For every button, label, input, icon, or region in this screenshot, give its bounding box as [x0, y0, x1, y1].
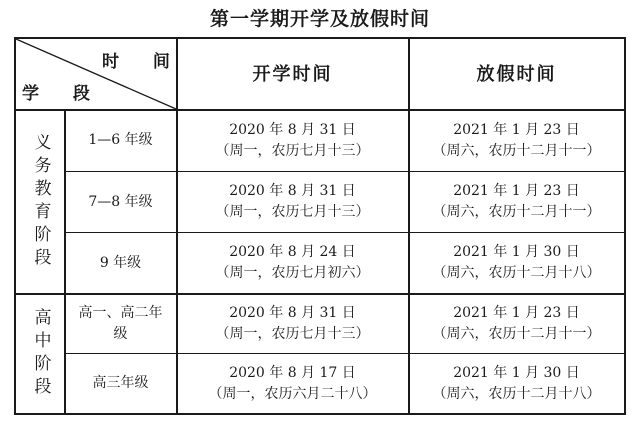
header-start-time: 开学时间 [252, 63, 333, 85]
holiday-time-cell [409, 110, 624, 171]
start-date: 2020 年 8 月 17 日 [229, 364, 356, 381]
holiday-note: （周六，农历十二月十八） [432, 265, 601, 281]
grade-cell: 高一、高二年级 [78, 305, 163, 342]
group-label: 高中阶段 [30, 307, 51, 400]
grade-cell: 7—8 年级 [88, 193, 153, 210]
header-corner-stage: 学 段 [22, 84, 104, 104]
start-date: 2020 年 8 月 31 日 [229, 305, 356, 321]
group-high-school [16, 294, 64, 413]
start-date: 2020 年 8 月 24 日 [229, 244, 356, 260]
holiday-note: （周六，农历十二月十八） [432, 385, 601, 402]
grade-cell: 高三年级 [92, 375, 149, 391]
holiday-date: 2021 年 1 月 23 日 [453, 183, 580, 199]
start-note: （周一，农历七月十三） [215, 204, 370, 220]
holiday-time-cell [409, 233, 624, 293]
holiday-time-cell [409, 295, 624, 353]
start-note: （周一，农历七月十三） [215, 326, 370, 342]
start-time-cell [177, 354, 408, 413]
start-date: 2020 年 8 月 31 日 [229, 121, 356, 138]
start-note: （周一，农历七月初六） [215, 265, 370, 281]
grade-cell: 1—6 年级 [88, 132, 153, 148]
schedule-table [14, 37, 626, 415]
page-title: 第一学期开学及放假时间 [209, 8, 430, 30]
holiday-time-cell [409, 354, 624, 413]
holiday-note: （周六，农历十二月十一） [432, 142, 601, 159]
start-note: （周一，农历六月二十八） [208, 385, 377, 402]
header-holiday-time: 放假时间 [476, 63, 557, 85]
start-time-cell [177, 110, 408, 171]
start-date: 2020 年 8 月 31 日 [229, 183, 356, 199]
start-time-cell [177, 295, 408, 353]
holiday-note: （周六，农历十二月十一） [432, 204, 601, 220]
holiday-date: 2021 年 1 月 23 日 [453, 305, 580, 321]
start-note: （周一，农历七月十三） [215, 142, 370, 159]
header-corner-time: 时 间 [102, 52, 184, 72]
group-compulsory [16, 110, 64, 293]
start-time-cell [177, 233, 408, 293]
holiday-date: 2021 年 1 月 23 日 [453, 121, 580, 138]
holiday-date: 2021 年 1 月 30 日 [453, 364, 580, 381]
holiday-date: 2021 年 1 月 30 日 [453, 244, 580, 260]
group-label: 义务教育阶段 [30, 132, 51, 271]
holiday-note: （周六，农历十二月十一） [432, 326, 601, 342]
grade-cell: 9 年级 [99, 254, 142, 271]
start-time-cell [177, 172, 408, 232]
holiday-time-cell [409, 172, 624, 232]
